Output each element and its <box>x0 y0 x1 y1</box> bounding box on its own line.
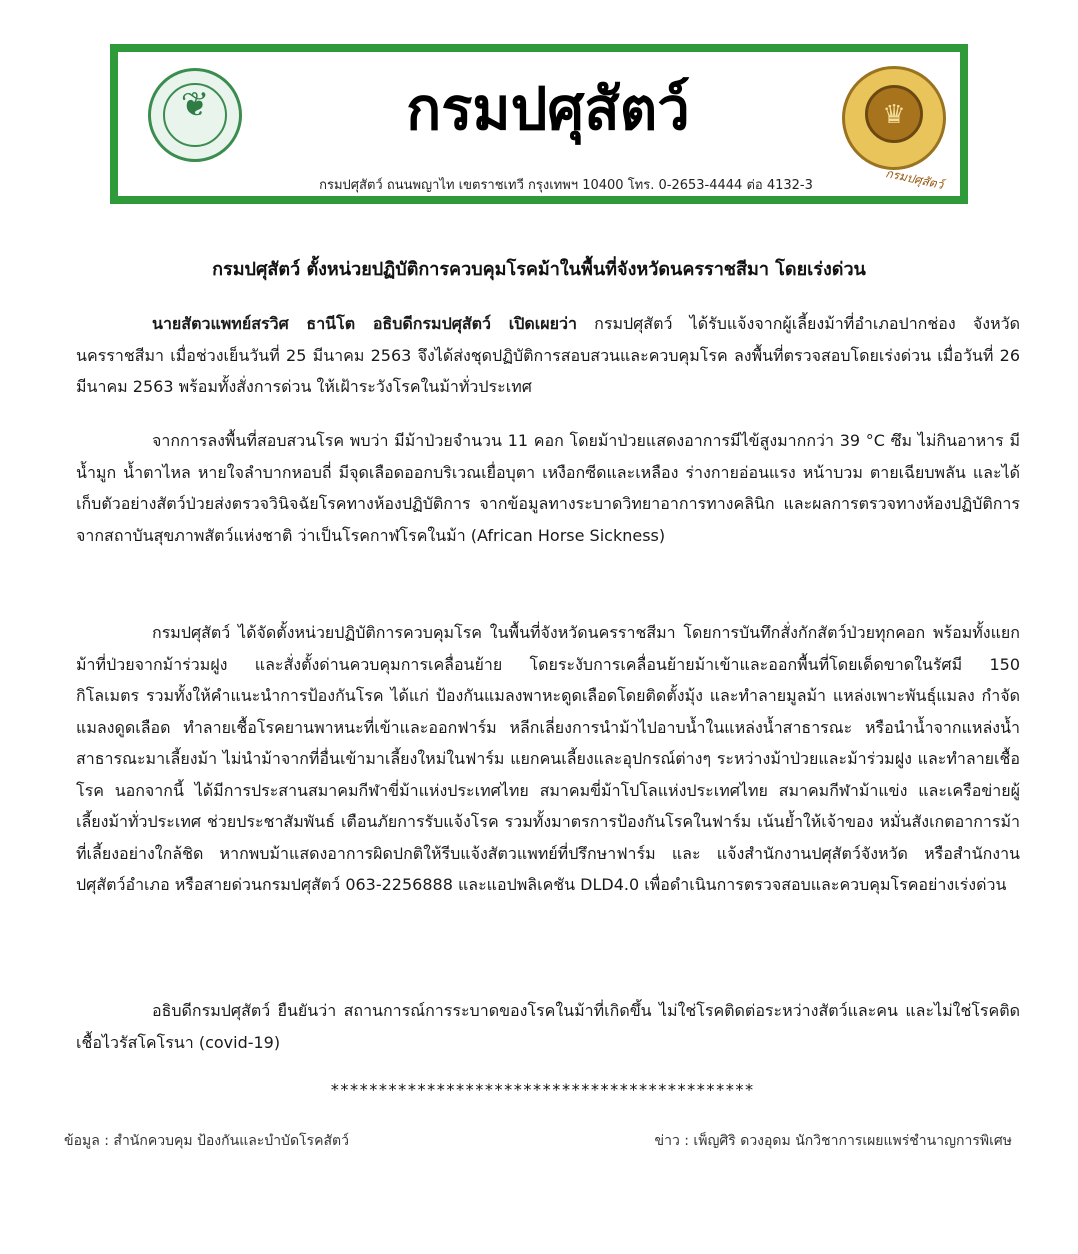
asterisk-separator: ******************************************** <box>330 1080 754 1099</box>
paragraph-4 <box>76 995 1020 1058</box>
paragraph-1-lead: นายสัตวแพทย์สรวิศ ธานีโต อธิบดีกรมปศุสัตว์ เปิดเผยว่า <box>152 314 577 333</box>
department-emblem-logo <box>842 66 946 170</box>
paragraph-3 <box>76 617 1020 901</box>
emblem-core <box>865 85 923 143</box>
ministry-seal-logo <box>148 68 242 162</box>
paragraph-3-text: กรมปศุสัตว์ ได้จัดตั้งหน่วยปฏิบัติการควบคุมโรค ในพื้นที่จังหวัดนครราชสีมา โดยการบันทึกสั่งกักสัตว์ป่วยทุกคอก พร้อมทั้งแยกม้าที่ป่วยจากม้าร่วมฝูง และสั่งตั้งด่านควบคุมการเคลื่อนย้าย โดยระงับการเคลื่อนย้ายม้าเข้าและออกพื้นที่โดยเด็ดขาดในรัศมี 150 กิโลเมตร รวมทั้งให้คำแนะนำการป้องกันโรค ได้แก่ ป้องกันแมลงพาหะดูดเลือดโดยติดตั้งมุ้ง และทำลายมูลม้า แหล่งเพาะพันธุ์แมลง กำจัดแมลงดูดเลือด ทำลายเชื้อโรคยานพาหนะที่เข้าและออกฟาร์ม หลีกเลี่ยงการนำม้าไปอาบน้ำในแหล่งน้ำสาธารณะ หรือนำน้ำจากแหล่งน้ำสาธารณะมาเลี้ยงม้า ไม่นำม้าจากที่อื่นเข้ามาเลี้ยงใหม่ในฟาร์ม แยกคนเลี้ยงและอุปกรณ์ต่างๆ ระหว่างม้าป่วยและม้าร่วมฝูง และทำลายเชื้อโรค นอกจากนี้ ได้มีการประสานสมาคมกีฬาขี่ม้าแห่งประเทศไทย สมาคมขี่ม้าโปโลแห่งประเทศไทย สมาคมกีฬาม้าแข่ง และเครือข่ายผู้เลี้ยงม้าทั่วประเทศ ช่วยประชาสัมพันธ์ เตือนภัยการรับแจ้งโรค รวมทั้งมาตรการป้องกันโรคในฟาร์ม เน้นย้ำให้เจ้าของ หมั่นสังเกตอาการม้าที่เลี้ยงอย่างใกล้ชิด หากพบม้าแสดงอาการผิดปกติให้รีบแจ้งสัตวแพทย์ที่ปรึกษาฟาร์ม และ แจ้งสำนักงานปศุสัตว์จังหวัด หรือสำนักงานปศุสัตว์อำเภอ หรือสายด่วนกรมปศุสัตว์ 063-2256888 และแอปพลิเคชัน DLD4.0 เพื่อดำเนินการตรวจสอบและควบคุมโรคอย่างเร่งด่วน <box>76 623 1020 894</box>
press-release-headline: กรมปศุสัตว์ ตั้งหน่วยปฏิบัติการควบคุมโรคม้าในพื้นที่จังหวัดนครราชสีมา โดยเร่งด่วน <box>212 259 866 280</box>
letterhead-box <box>110 44 968 204</box>
paragraph-1-body: กรมปศุสัตว์ ได้รับแจ้งจากผู้เลี้ยงม้าที่อำเภอปากช่อง จังหวัดนครราชสีมา เมื่อช่วงเย็นวันที่ 25 มีนาคม 2563 จึงได้ส่งชุดปฏิบัติการสอบสวนและควบคุมโรค ลงพื้นที่ตรวจสอบโดยเร่งด่วน เมื่อวันที่ 26 มีนาคม 2563 พร้อมทั้งสั่งการด่วน ให้เฝ้าระวังโรคในม้าทั่วประเทศ <box>76 314 1020 396</box>
paragraph-4-text: อธิบดีกรมปศุสัตว์ ยืนยันว่า สถานการณ์การระบาดของโรคในม้าที่เกิดขึ้น ไม่ใช่โรคติดต่อระหว่างสัตว์และคน และไม่ใช่โรคติดเชื้อไวรัสโคโรนา (covid-19) <box>76 1001 1020 1052</box>
paragraph-1 <box>76 308 1020 403</box>
department-title: กรมปศุสัตว์ <box>406 75 690 143</box>
emblem-caption: กรมปศุสัตว์ <box>884 166 945 192</box>
seal-emblem-icon: ❦ <box>180 85 210 125</box>
paragraph-2 <box>76 425 1020 551</box>
department-address: กรมปศุสัตว์ ถนนพญาไท เขตราชเทวี กรุงเทพฯ 10400 โทร. 0-2653-4444 ต่อ 4132-3 <box>319 178 813 193</box>
paragraph-2-text: จากการลงพื้นที่สอบสวนโรค พบว่า มีม้าป่วยจำนวน 11 คอก โดยม้าป่วยแสดงอาการมีไข้สูงมากกว่า 39 °C ซึม ไม่กินอาหาร มีน้ำมูก น้ำตาไหล หายใจลำบากหอบถี่ มีจุดเลือดออกบริเวณเยื่อบุตา เหงือกซีดและเหลือง ร่างกายอ่อนแรง หน้าบวม ตายเฉียบพลัน และได้เก็บตัวอย่างสัตว์ป่วยส่งตรวจวินิจฉัยโรคทางห้องปฏิบัติการ จากข้อมูลทางระบาดวิทยาอาการทางคลินิก และผลการตรวจทางห้องปฏิบัติการ จากสถาบันสุขภาพสัตว์แห่งชาติ ว่าเป็นโรคกาฬโรคในม้า (African Horse Sickness) <box>76 431 1020 545</box>
deity-figure-icon: ♛ <box>882 100 906 130</box>
footer-source: ข้อมูล : สำนักควบคุม ป้องกันและบำบัดโรคสัตว์ <box>64 1133 349 1149</box>
footer-news-credit: ข่าว : เพ็ญศิริ ดวงอุดม นักวิชาการเผยแพร่ชำนาญการพิเศษ <box>654 1133 1012 1149</box>
